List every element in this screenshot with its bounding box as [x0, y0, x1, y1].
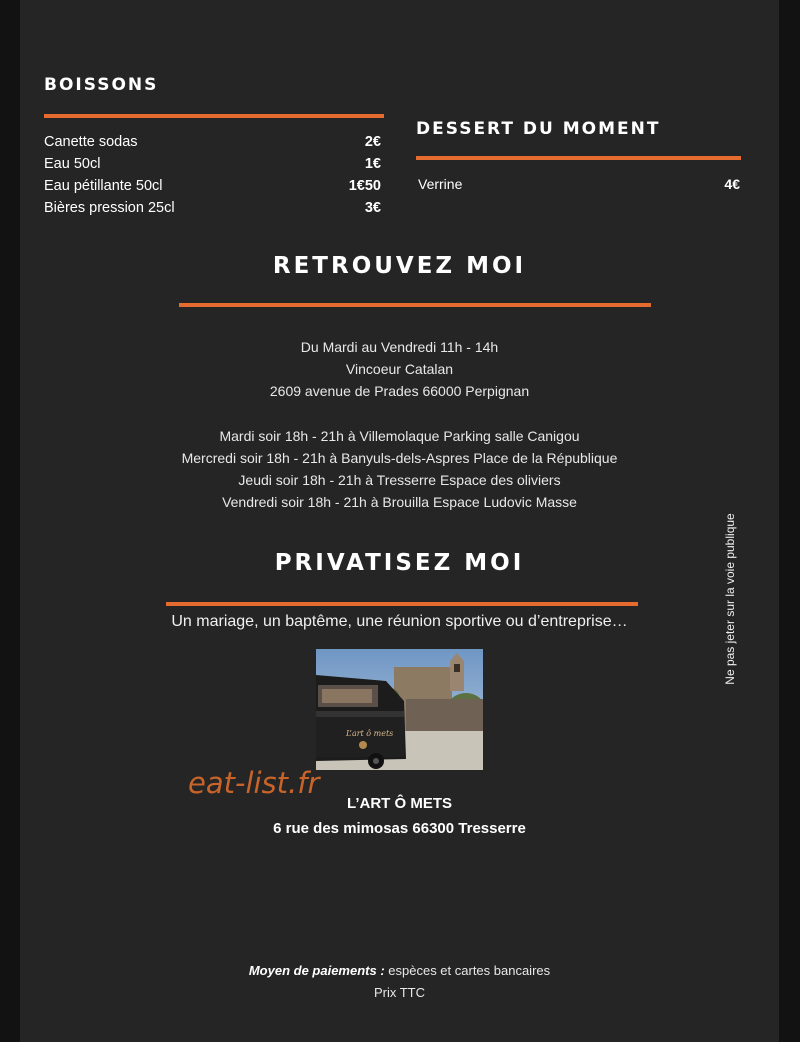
tax-note: Prix TTC [373, 985, 426, 1000]
item-price: 1€ [364, 156, 381, 172]
schedule-line: Mardi soir 18h - 21h à Villemolaque Parking salle Canigou [219, 428, 580, 444]
retrouvez-rule [179, 303, 651, 307]
side-note [720, 496, 740, 701]
menu-item [44, 178, 381, 194]
schedule-line: 2609 avenue de Prades 66000 Perpignan [269, 383, 530, 399]
item-price: 1€50 [348, 178, 381, 194]
business-address: 6 rue des mimosas 66300 Tresserre [273, 820, 526, 837]
boissons-title: BOISSONS [44, 75, 159, 95]
item-name: Eau pétillante 50cl [44, 178, 163, 194]
menu-item [44, 134, 381, 150]
schedule-line: Mercredi soir 18h - 21h à Banyuls-dels-Aspres Place de la République [181, 450, 618, 466]
privatisez-rule [166, 602, 638, 606]
dessert-rule [416, 156, 741, 160]
menu-item [44, 156, 381, 172]
dessert-title: DESSERT DU MOMENT [416, 119, 661, 139]
business-name: L’ART Ô METS [347, 795, 452, 812]
menu-page [20, 0, 779, 1042]
schedule-line: Vendredi soir 18h - 21h à Brouilla Espace Ludovic Masse [222, 494, 577, 510]
item-name: Verrine [418, 176, 463, 192]
item-name: Eau 50cl [44, 156, 101, 172]
schedule-line: Vincoeur Catalan [345, 361, 454, 377]
item-price: 2€ [364, 134, 381, 150]
menu-item [44, 200, 381, 216]
svg-text:L’art ô mets: L’art ô mets [346, 729, 394, 738]
item-name: Canette sodas [44, 134, 138, 150]
privatisez-title: PRIVATISEZ MOI [274, 550, 525, 576]
menu-item [418, 176, 740, 192]
item-name: Bières pression 25cl [44, 200, 175, 216]
watermark-text: eat-list.fr [188, 766, 320, 800]
item-price: 3€ [364, 200, 381, 216]
payment-label: Moyen de paiements : [248, 963, 385, 978]
privatisez-subtitle: Un mariage, un baptême, une réunion sportive ou d’entreprise… [171, 613, 628, 630]
payment-info [20, 963, 779, 978]
schedule-line: Jeudi soir 18h - 21h à Tresserre Espace des oliviers [238, 472, 561, 488]
retrouvez-title: RETROUVEZ MOI [272, 253, 527, 279]
schedule-line: Du Mardi au Vendredi 11h - 14h [300, 339, 499, 355]
item-price: 4€ [724, 176, 740, 192]
payment-value: espèces et cartes bancaires [384, 963, 551, 978]
food-truck-photo [316, 649, 483, 770]
boissons-rule [44, 114, 384, 118]
food-truck-image [316, 649, 483, 770]
side-note-text: Ne pas jeter sur la voie publique [723, 512, 737, 685]
